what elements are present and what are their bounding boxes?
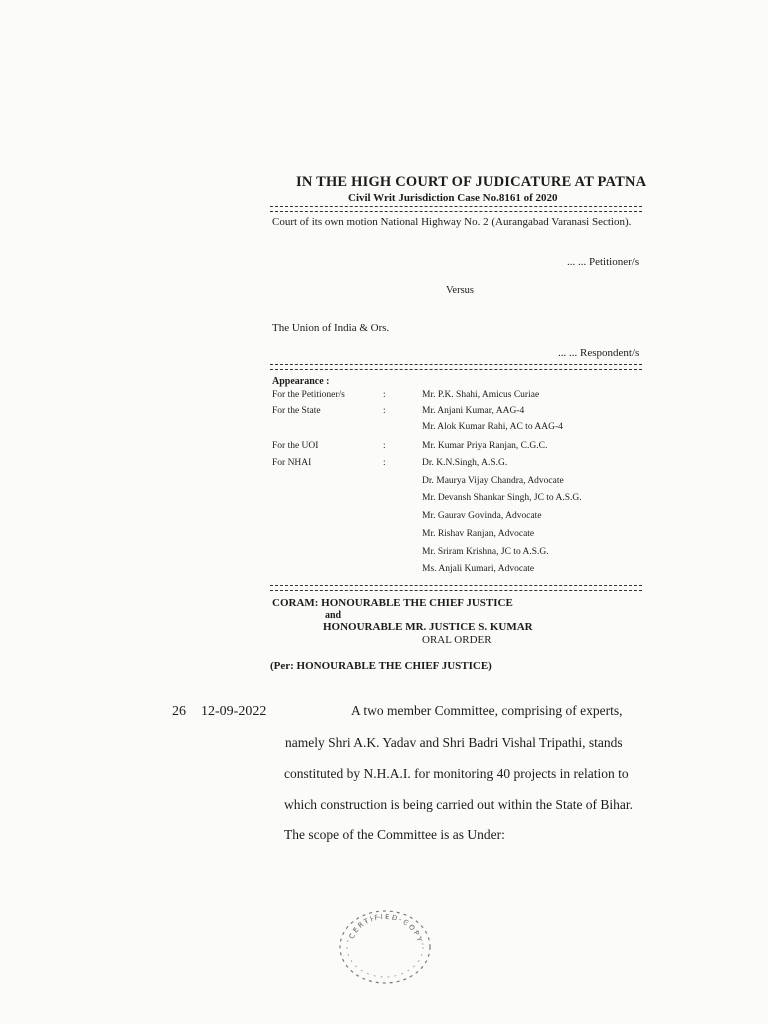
- appearance-counsel: Mr. Kumar Priya Ranjan, C.G.C.: [422, 441, 548, 451]
- petitioner-label: ... ... Petitioner/s: [567, 256, 640, 268]
- order-paragraph-line: which construction is being carried out within the State of Bihar.: [284, 797, 634, 812]
- appearance-party: For the UOI: [272, 441, 319, 451]
- separator-rule: [270, 364, 642, 370]
- court-title: IN THE HIGH COURT OF JUDICATURE AT PATNA: [296, 174, 647, 190]
- order-paragraph-line: The scope of the Committee is as Under:: [284, 827, 505, 842]
- svg-text:CERTIFIED COPY: [348, 913, 424, 944]
- appearance-counsel: Mr. Alok Kumar Rahi, AC to AAG-4: [422, 422, 563, 432]
- oral-order-heading: ORAL ORDER: [422, 634, 492, 646]
- separator-rule: [270, 585, 642, 591]
- appearance-counsel: Ms. Anjali Kumari, Advocate: [422, 564, 535, 574]
- appearance-counsel: Mr. Anjani Kumar, AAG-4: [422, 406, 525, 416]
- appearance-colon: :: [383, 406, 386, 416]
- per-line: (Per: HONOURABLE THE CHIEF JUSTICE): [270, 660, 492, 672]
- appearance-counsel: Mr. Sriram Krishna, JC to A.S.G.: [422, 547, 549, 557]
- respondent-label: ... ... Respondent/s: [558, 347, 640, 359]
- appearance-colon: :: [383, 390, 386, 400]
- stamp-text: CERTIFIED COPY: [347, 912, 424, 945]
- respondent-name: The Union of India & Ors.: [272, 322, 390, 334]
- petitioner-name: Court of its own motion National Highway No. 2 (Aurangabad Varanasi Section).: [272, 216, 632, 228]
- order-number: 26: [172, 704, 186, 719]
- appearance-counsel: Mr. Rishav Ranjan, Advocate: [422, 529, 535, 539]
- appearance-counsel: Mr. Devansh Shankar Singh, JC to A.S.G.: [422, 493, 582, 503]
- order-paragraph-line: namely Shri A.K. Yadav and Shri Badri Vishal Tripathi, stands: [285, 735, 623, 750]
- versus-label: Versus: [446, 285, 474, 296]
- order-paragraph-line: A two member Committee, comprising of experts,: [351, 703, 623, 718]
- order-paragraph-line: constituted by N.H.A.I. for monitoring 40 projects in relation to: [284, 766, 629, 781]
- appearance-party: For NHAI: [272, 458, 312, 468]
- appearance-party: For the Petitioner/s: [272, 390, 345, 400]
- appearance-counsel: Dr. K.N.Singh, A.S.G.: [422, 458, 508, 468]
- appearance-party: For the State: [272, 406, 321, 416]
- separator-rule: [270, 206, 642, 212]
- appearance-counsel: Dr. Maurya Vijay Chandra, Advocate: [422, 476, 564, 486]
- appearance-colon: :: [383, 441, 386, 451]
- certified-copy-stamp: [336, 905, 434, 985]
- appearance-heading: Appearance :: [272, 376, 330, 387]
- order-date: 12-09-2022: [201, 704, 267, 719]
- coram-and: and: [325, 610, 342, 621]
- coram-line: HONOURABLE MR. JUSTICE S. KUMAR: [323, 621, 533, 633]
- appearance-counsel: Mr. Gaurav Govinda, Advocate: [422, 511, 542, 521]
- appearance-counsel: Mr. P.K. Shahi, Amicus Curiae: [422, 390, 540, 400]
- appearance-colon: :: [383, 458, 386, 468]
- case-number: Civil Writ Jurisdiction Case No.8161 of 2020: [348, 192, 558, 204]
- coram-line: CORAM: HONOURABLE THE CHIEF JUSTICE: [272, 597, 513, 609]
